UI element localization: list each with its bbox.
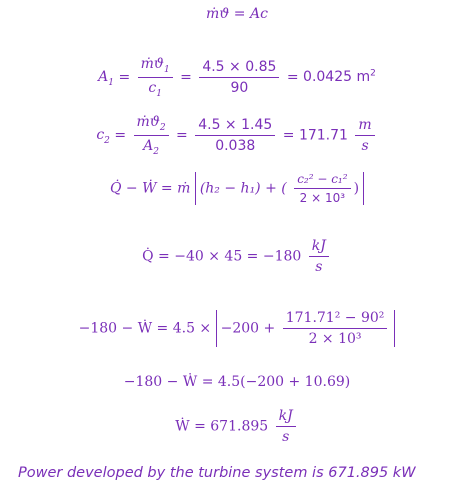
equation-energy-balance xyxy=(0,172,474,205)
eq3-lhs: $c_2$ xyxy=(96,127,110,147)
eq4-lhs: Q̇ − Ẇ = ṁ xyxy=(109,180,191,197)
equation-work-result xyxy=(0,408,474,445)
eq1-rhs: Ac xyxy=(249,6,268,22)
eq2-result: 0.0425 $m^2$ xyxy=(303,68,376,86)
eq8-text: Ẇ = 671.895 xyxy=(175,418,269,435)
eq2-symbolic-fraction: $\frac{ṁϑ_1}{c_1}$ xyxy=(138,56,173,99)
eq6-fraction: $\frac{\text{171.71² − 90²}}{\text{2 × 10³}}$ xyxy=(283,310,388,347)
eq3-symbolic-fraction: $\frac{ṁϑ_2}{A_2}$ xyxy=(134,114,169,157)
eq2-numeric-fraction: $\frac{4.5 \times 0.85}{90}$ xyxy=(199,59,279,96)
equation-heat-rate xyxy=(0,238,474,275)
eq4-fraction: $\frac{\text{c₂² − c₁²}}{\text{2 × 10³}}$ xyxy=(294,172,350,205)
eq3-result: 171.71 xyxy=(298,127,348,144)
eq5-text: Q̇ = −40 × 45 = −180 xyxy=(142,248,302,265)
eq4-bracket: (h₂ − h₁) + ( $\frac{\text{c₂² − c₁²}}{\text{2 × 10³}}$ ) xyxy=(195,172,364,205)
eq1-lhs: ṁϑ xyxy=(206,6,230,22)
eq5-unit: $\frac{kJ}{s}$ xyxy=(309,238,329,275)
eq6-lhs: −180 − Ẇ = 4.5 × xyxy=(78,320,212,337)
equation-substitution xyxy=(0,310,474,347)
eq3-unit: $\frac{m}{s}$ xyxy=(355,117,374,154)
equation-mass-flow: ṁϑ = Ac xyxy=(206,6,268,22)
eq7-text: −180 − Ẇ = 4.5(−200 + 10.69) xyxy=(123,374,351,390)
eq2-lhs: $A_1$ xyxy=(98,69,114,89)
eq6-bracket: −200 + $\frac{\text{171.71² − 90²}}{\text{2 × 10³}}$ xyxy=(216,310,396,347)
eq3-numeric-fraction: $\frac{4.5 \times 1.45}{0.038}$ xyxy=(195,117,275,154)
equation-velocity-c2: $c_2$ = $\frac{ṁϑ_2}{A_2}$ = $\frac{4.5 \times 1.45}{0.038}$ = 171.71 $\frac{m}{s}$ xyxy=(0,114,474,157)
eq8-unit: $\frac{kJ}{s}$ xyxy=(276,408,296,445)
equation-simplified xyxy=(0,374,474,390)
equation-area-a1: $A_1$ = $\frac{ṁϑ_1}{c_1}$ = $\frac{4.5 \times 0.85}{90}$ = 0.0425 $m^2$ xyxy=(98,56,376,99)
conclusion-text: Power developed by the turbine system is 671.895 kW xyxy=(18,465,416,481)
